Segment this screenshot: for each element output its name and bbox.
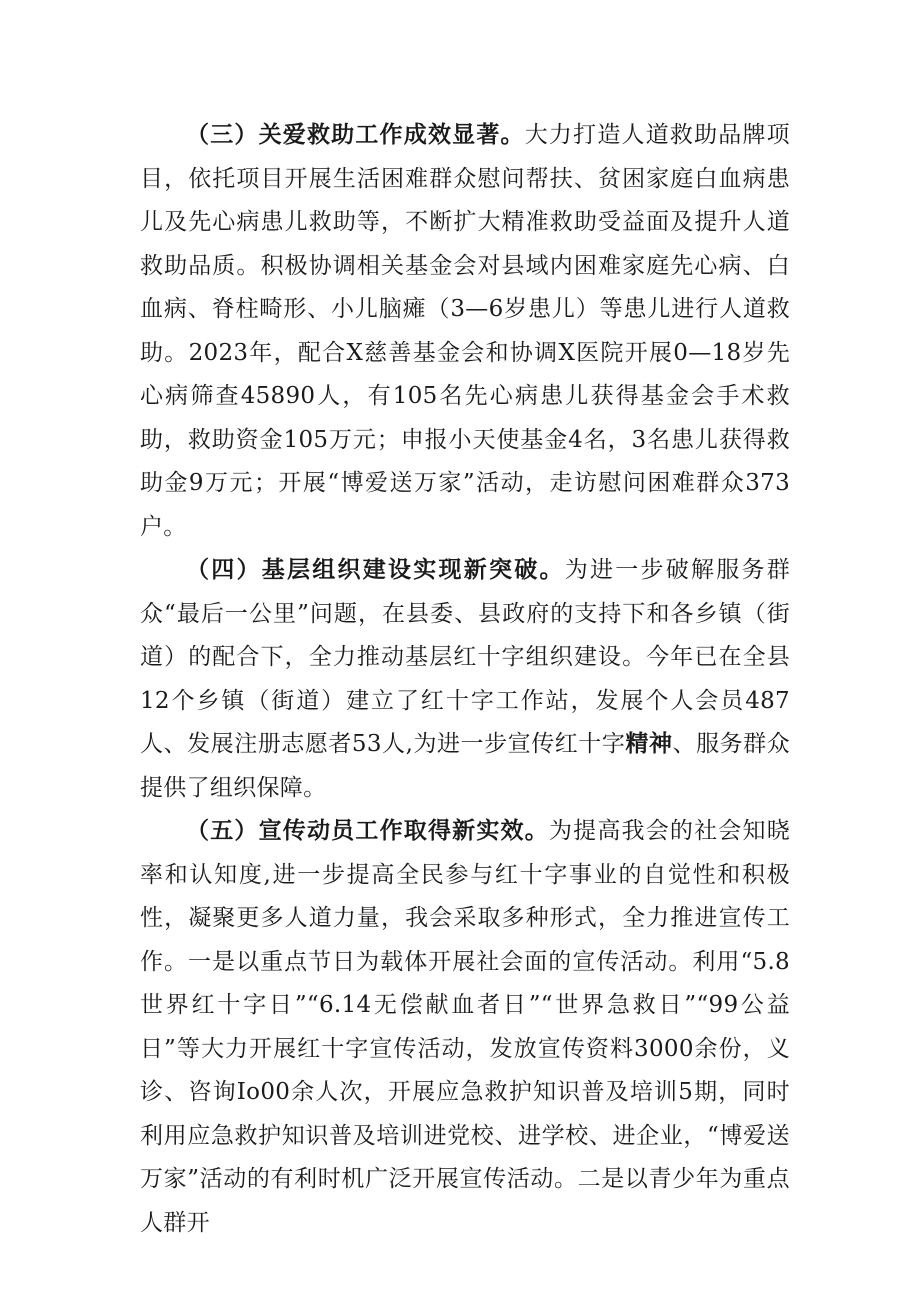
paragraph-publicity-mobilization [140,810,790,1245]
paragraph-body-5: 为提高我会的社会知晓率和认知度,进一步提高全民参与红十字事业的自觉性和积极性，凝聚更多人道力量，我会采取多种形式，全力推进宣传工作。一是以重点节日为载体开展社会面的宣传活动。利用“5.8世界红十字日”“6.14无偿献血者日”“世界急救日”“99公益日”等大力开展红十字宣传活动，发放宣传资料3000余份，义诊、咨询Io00余人次，开展应急救护知识普及培训5期，同时利用应急救护知识普及培训进党校、进学校、进企业，“博爱送万家”活动的有利时机广泛开展宣传活动。二是以青少年为重点人群开 [140,818,790,1236]
paragraph-grassroots-organization [140,549,790,810]
section-heading-4: （四）基层组织建设实现新突破。 [186,557,565,583]
section-heading-3: （三）关爱救助工作成效显著。 [186,122,525,148]
paragraph-body-3: 大力打造人道救助品牌项目，依托项目开展生活困难群众慰问帮扶、贫困家庭白血病患儿及先心病患儿救助等，不断扩大精准救助受益面及提升人道救助品质。积极协调相关基金会对县域内困难家庭先心病、白血病、脊柱畸形、小儿脑瘫（3—6岁患儿）等患儿进行人道救助。2023年，配合X慈善基金会和协调X医院开展0—18岁先心病筛查45890人，有105名先心病患儿获得基金会手术救助，救助资金105万元；申报小天使基金4名，3名患儿获得救助金9万元；开展“博爱送万家”活动，走访慰问困难群众373户。 [140,122,790,540]
emphasis-text: 精神 [625,731,673,757]
paragraph-body-4-part-2: 、服务群众提供了组织保障。 [140,731,791,801]
paragraph-care-and-relief [140,114,790,549]
section-heading-5: （五）宣传动员工作取得新实效。 [186,818,549,844]
paragraph-body-4-part-1: 为进一步破解服务群众“最后一公里”问题，在县委、县政府的支持下和各乡镇（街道）的配合下，全力推动基层红十字组织建设。今年已在全县12个乡镇（街道）建立了红十字工作站，发展个人会员487人、发展注册志愿者53人,为进一步宣传红十字 [140,557,791,757]
document-page [140,114,790,1245]
